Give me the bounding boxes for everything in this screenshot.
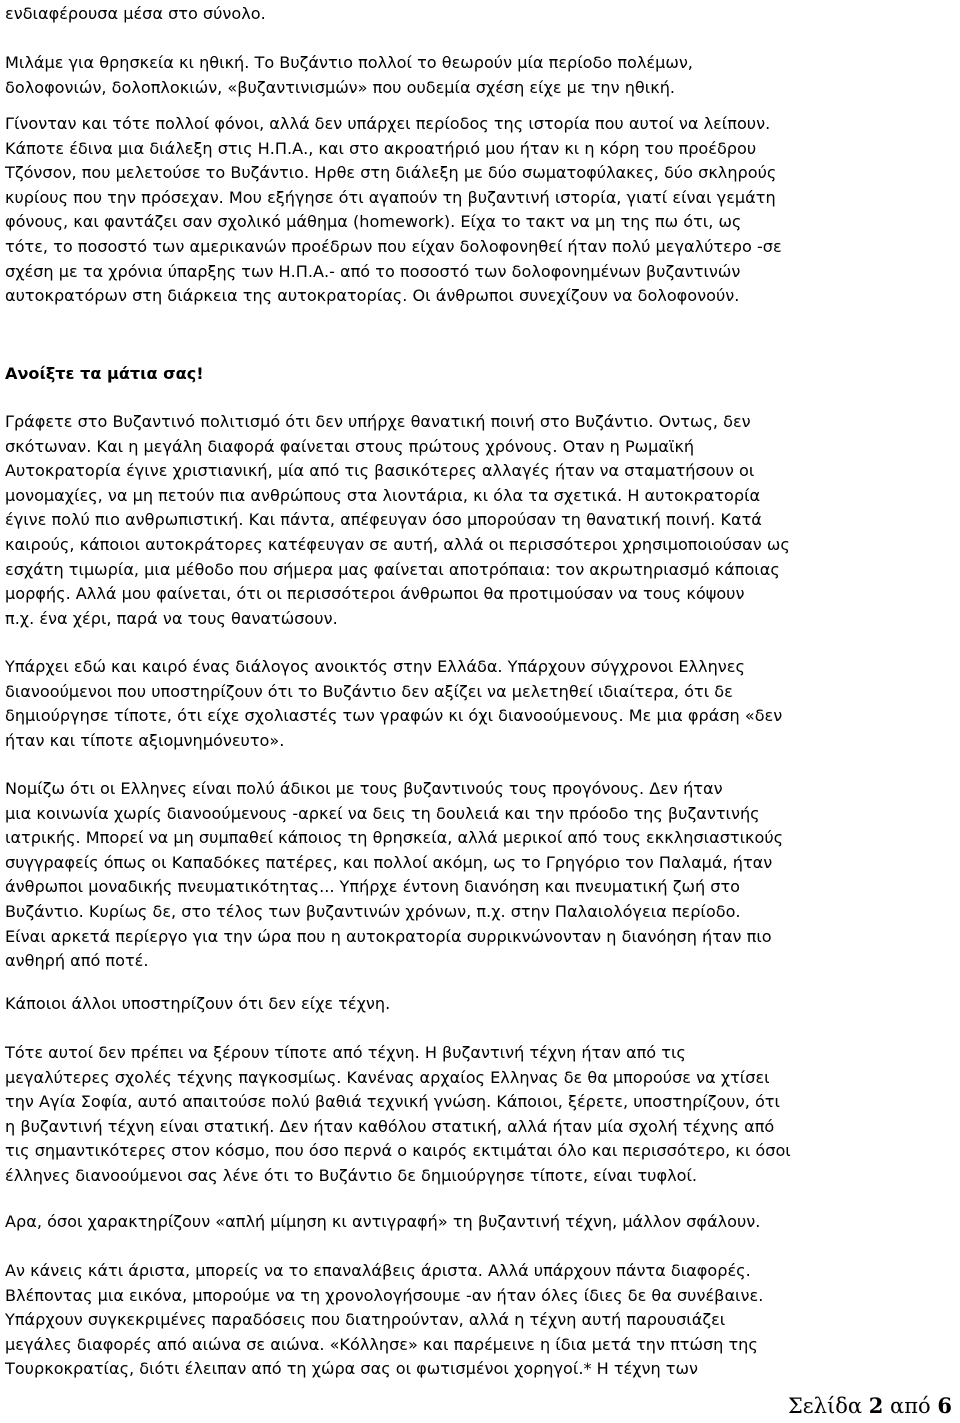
text-line: Αν κάνεις κάτι άριστα, μπορείς να το επαναλάβεις άριστα. Αλλά υπάρχουν πάντα διαφορές.	[5, 1261, 751, 1280]
paragraph-9	[5, 1259, 957, 1382]
text-line: Είναι αρκετά περίεργο για την ώρα που η αυτοκρατορία συρρικνώνονταν η διανόηση ήταν πιο	[5, 926, 772, 946]
text-line: η βυζαντινή τέχνη είναι στατική. Δεν ήταν καθόλου στατική, αλλά ήταν μία σχολή τέχνης από	[5, 1116, 775, 1136]
text-line: εσχάτη τιμωρία, μια μέθοδο που σήμερα μας φαίνεται αποτρόπαια: τον ακρωτηριασμό κάποιας	[5, 559, 780, 579]
text-line: μεγάλες διαφορές από αιώνα σε αιώνα. «Κόλλησε» και παρέμεινε η ίδια μετά την πτώση της	[5, 1334, 758, 1354]
paragraph-3	[5, 410, 957, 631]
text-line: κυρίους που την πρόσεχαν. Μου εξήγησε ότι αγαπούν τη βυζαντινή ιστορία, γιατί είναι γεμάτη	[5, 187, 776, 207]
text-line: Βλέποντας μια εικόνα, μπορούμε να τη χρονολογήσουμε -αν ήταν όλες ίδιες δε θα συνέβαινε.	[5, 1285, 764, 1305]
text-line: Βυζάντιο. Κυρίως δε, στο τέλος των βυζαντινών χρόνων, π.χ. στην Παλαιολόγεια περίοδο.	[5, 901, 741, 921]
text-line: καιρούς, κάποιοι αυτοκράτορες κατέφευγαν σε αυτή, αλλά οι περισσότεροι χρησιμοποιούσαν ως	[5, 534, 790, 554]
text-line: έγινε πολύ πιο ανθρωπιστική. Και πάντα, απέφευγαν όσο μπορούσαν τη θανατική ποινή. Κατά	[5, 510, 762, 530]
paragraph-0	[5, 2, 957, 27]
text-line: Γίνονταν και τότε πολλοί φόνοι, αλλά δεν υπάρχει περίοδος της ιστορία που αυτοί να λείπουν.	[5, 114, 771, 133]
text-line: μονομαχίες, να μη πετούν πια ανθρώπους στα λιοντάρια, κι όλα τα σχετικά. Η αυτοκρατορία	[5, 485, 761, 505]
text-line: άνθρωποι μοναδικής πνευματικότητας... Υπήρχε έντονη διανόηση και πνευματική ζωή στο	[5, 877, 741, 897]
text-line: π.χ. ένα χέρι, παρά να τους θανατώσουν.	[5, 608, 338, 628]
paragraph-4	[5, 655, 957, 753]
text-line: Νομίζω ότι οι Ελληνες είναι πολύ άδικοι με τους βυζαντινούς τους προγόνους. Δεν ήταν	[5, 779, 723, 798]
text-line: σχέση με τα χρόνια ύπαρξης των Η.Π.Α.- από το ποσοστό των δολοφονημένων βυζαντινών	[5, 261, 741, 281]
text-line: Υπάρχει εδώ και καιρό ένας διάλογος ανοικτός στην Ελλάδα. Υπάρχουν σύγχρονοι Ελληνες	[5, 657, 745, 676]
text-line: δημιούργησε τίποτε, ότι είχε σχολιαστές των γραφών κι όχι διανοούμενους. Με μια φράση «δεν	[5, 706, 783, 726]
text-line: ενδιαφέρουσα μέσα στο σύνολο.	[5, 4, 266, 23]
text-line: ιατρικής. Μπορεί να μη συμπαθεί κάποιος τη θρησκεία, αλλά μερικοί από τους εκκλησιαστικούς	[5, 828, 784, 848]
text-line: ήταν και τίποτε αξιομνημόνευτο».	[5, 730, 285, 750]
text-line: Τζόνσον, που μελετούσε το Βυζάντιο. Ηρθε στη διάλεξη με δύο σωματοφύλακες, δύο σκληρούς	[5, 163, 777, 183]
text-line: Γράφετε στο Βυζαντινό πολιτισμό ότι δεν υπήρχε θανατική ποινή στο Βυζάντιο. Οντως, δεν	[5, 412, 751, 431]
text-line: Τότε αυτοί δεν πρέπει να ξέρουν τίποτε από τέχνη. Η βυζαντινή τέχνη ήταν από τις	[5, 1043, 686, 1062]
text-line: τις σημαντικότερες στον κόσμο, που όσο περνά ο καιρός εκτιμάται όλο και περισσότερο, κι όσοι	[5, 1141, 791, 1161]
paragraph-1	[5, 51, 957, 100]
text-line: μια κοινωνία χωρίς διανοούμενους -αρκεί να δεις τη δουλειά και την πρόοδο της βυζαντινής	[5, 803, 760, 823]
text-line: δολοφονιών, δολοπλοκιών, «βυζαντινισμών» που ουδεμία σχέση είχε με την ηθική.	[5, 77, 676, 97]
text-line: φόνους, και φαντάζει σαν σχολικό μάθημα (homework). Είχα το τακτ να μη της πω ότι, ως	[5, 212, 742, 232]
text-line: μεγαλύτερες σχολές τέχνης παγκοσμίως. Κανένας αρχαίος Ελληνας δε θα μπορούσε να χτίσει	[5, 1067, 770, 1087]
paragraph-8	[5, 1210, 957, 1235]
text-line: σκότωναν. Και η μεγάλη διαφορά φαίνεται στους πρώτους χρόνους. Οταν η Ρωμαϊκή	[5, 436, 695, 456]
text-line: την Αγία Σοφία, αυτό απαιτούσε πολύ βαθιά τεχνική γνώση. Κάποιοι, ξέρετε, υποστηρίζουν, ότι	[5, 1092, 780, 1112]
text-line: μορφής. Αλλά μου φαίνεται, ότι οι περισσότεροι άνθρωποι θα προτιμούσαν να τους κόψουν	[5, 584, 745, 604]
text-line: Κάποτε έδινα μια διάλεξη στις Η.Π.Α., και στο ακροατήριό μου ήταν κι η κόρη του προέδρου	[5, 138, 757, 158]
paragraph-7	[5, 1041, 957, 1189]
paragraph-6	[5, 992, 957, 1017]
text-line: Αρα, όσοι χαρακτηρίζουν «απλή μίμηση κι αντιγραφή» τη βυζαντινή τέχνη, μάλλον σφάλουν.	[5, 1212, 761, 1231]
text-line: τότε, το ποσοστό των αμερικανών προέδρων που είχαν δολοφονηθεί ήταν πολύ μεγαλύτερο -σε	[5, 236, 782, 256]
text-line: Τουρκοκρατίας, διότι έλειπαν από τη χώρα σας οι φωτισμένοι χορηγοί.* Η τέχνη των	[5, 1359, 698, 1379]
text-line: Μιλάμε για θρησκεία κι ηθική. Το Βυζάντιο πολλοί το θεωρούν μία περίοδο πολέμων,	[5, 53, 693, 72]
text-line: διανοούμενοι που υποστηρίζουν ότι το Βυζάντιο δεν αξίζει να μελετηθεί ιδιαίτερα, ότι δε	[5, 681, 733, 701]
text-line: έλληνες διανοούμενοι σας λένε ότι το Βυζάντιο δε δημιούργησε τίποτε, είναι τυφλοί.	[5, 1165, 698, 1185]
page-word: Σελίδα	[787, 1394, 863, 1418]
text-line: ανθηρή από ποτέ.	[5, 951, 149, 971]
text-line: Αυτοκρατορία έγινε χριστιανική, μία από τις βασικότερες αλλαγές ήταν να σταματήσουν οι	[5, 461, 755, 481]
current-page: 2	[868, 1393, 884, 1418]
paragraph-2	[5, 112, 957, 309]
text-line: συγγραφείς όπως οι Καπαδόκες πατέρες, και πολλοί ακόμη, ως το Γρηγόριο τον Παλαμά, ήταν	[5, 852, 773, 872]
page-number	[788, 1393, 952, 1418]
text-line: Κάποιοι άλλοι υποστηρίζουν ότι δεν είχε τέχνη.	[5, 994, 391, 1013]
text-line: αυτοκρατόρων στη διάρκεια της αυτοκρατορίας. Οι άνθρωποι συνεχίζουν να δολοφονούν.	[5, 286, 740, 306]
total-pages: 6	[937, 1393, 952, 1418]
text-line: Υπάρχουν συγκεκριμένες παραδόσεις που διατηρούνταν, αλλά η τέχνη αυτή παρουσιάζει	[5, 1310, 726, 1330]
page-of: από	[890, 1394, 931, 1418]
section-heading: Ανοίξτε τα μάτια σας!	[5, 364, 204, 383]
paragraph-5	[5, 777, 957, 974]
